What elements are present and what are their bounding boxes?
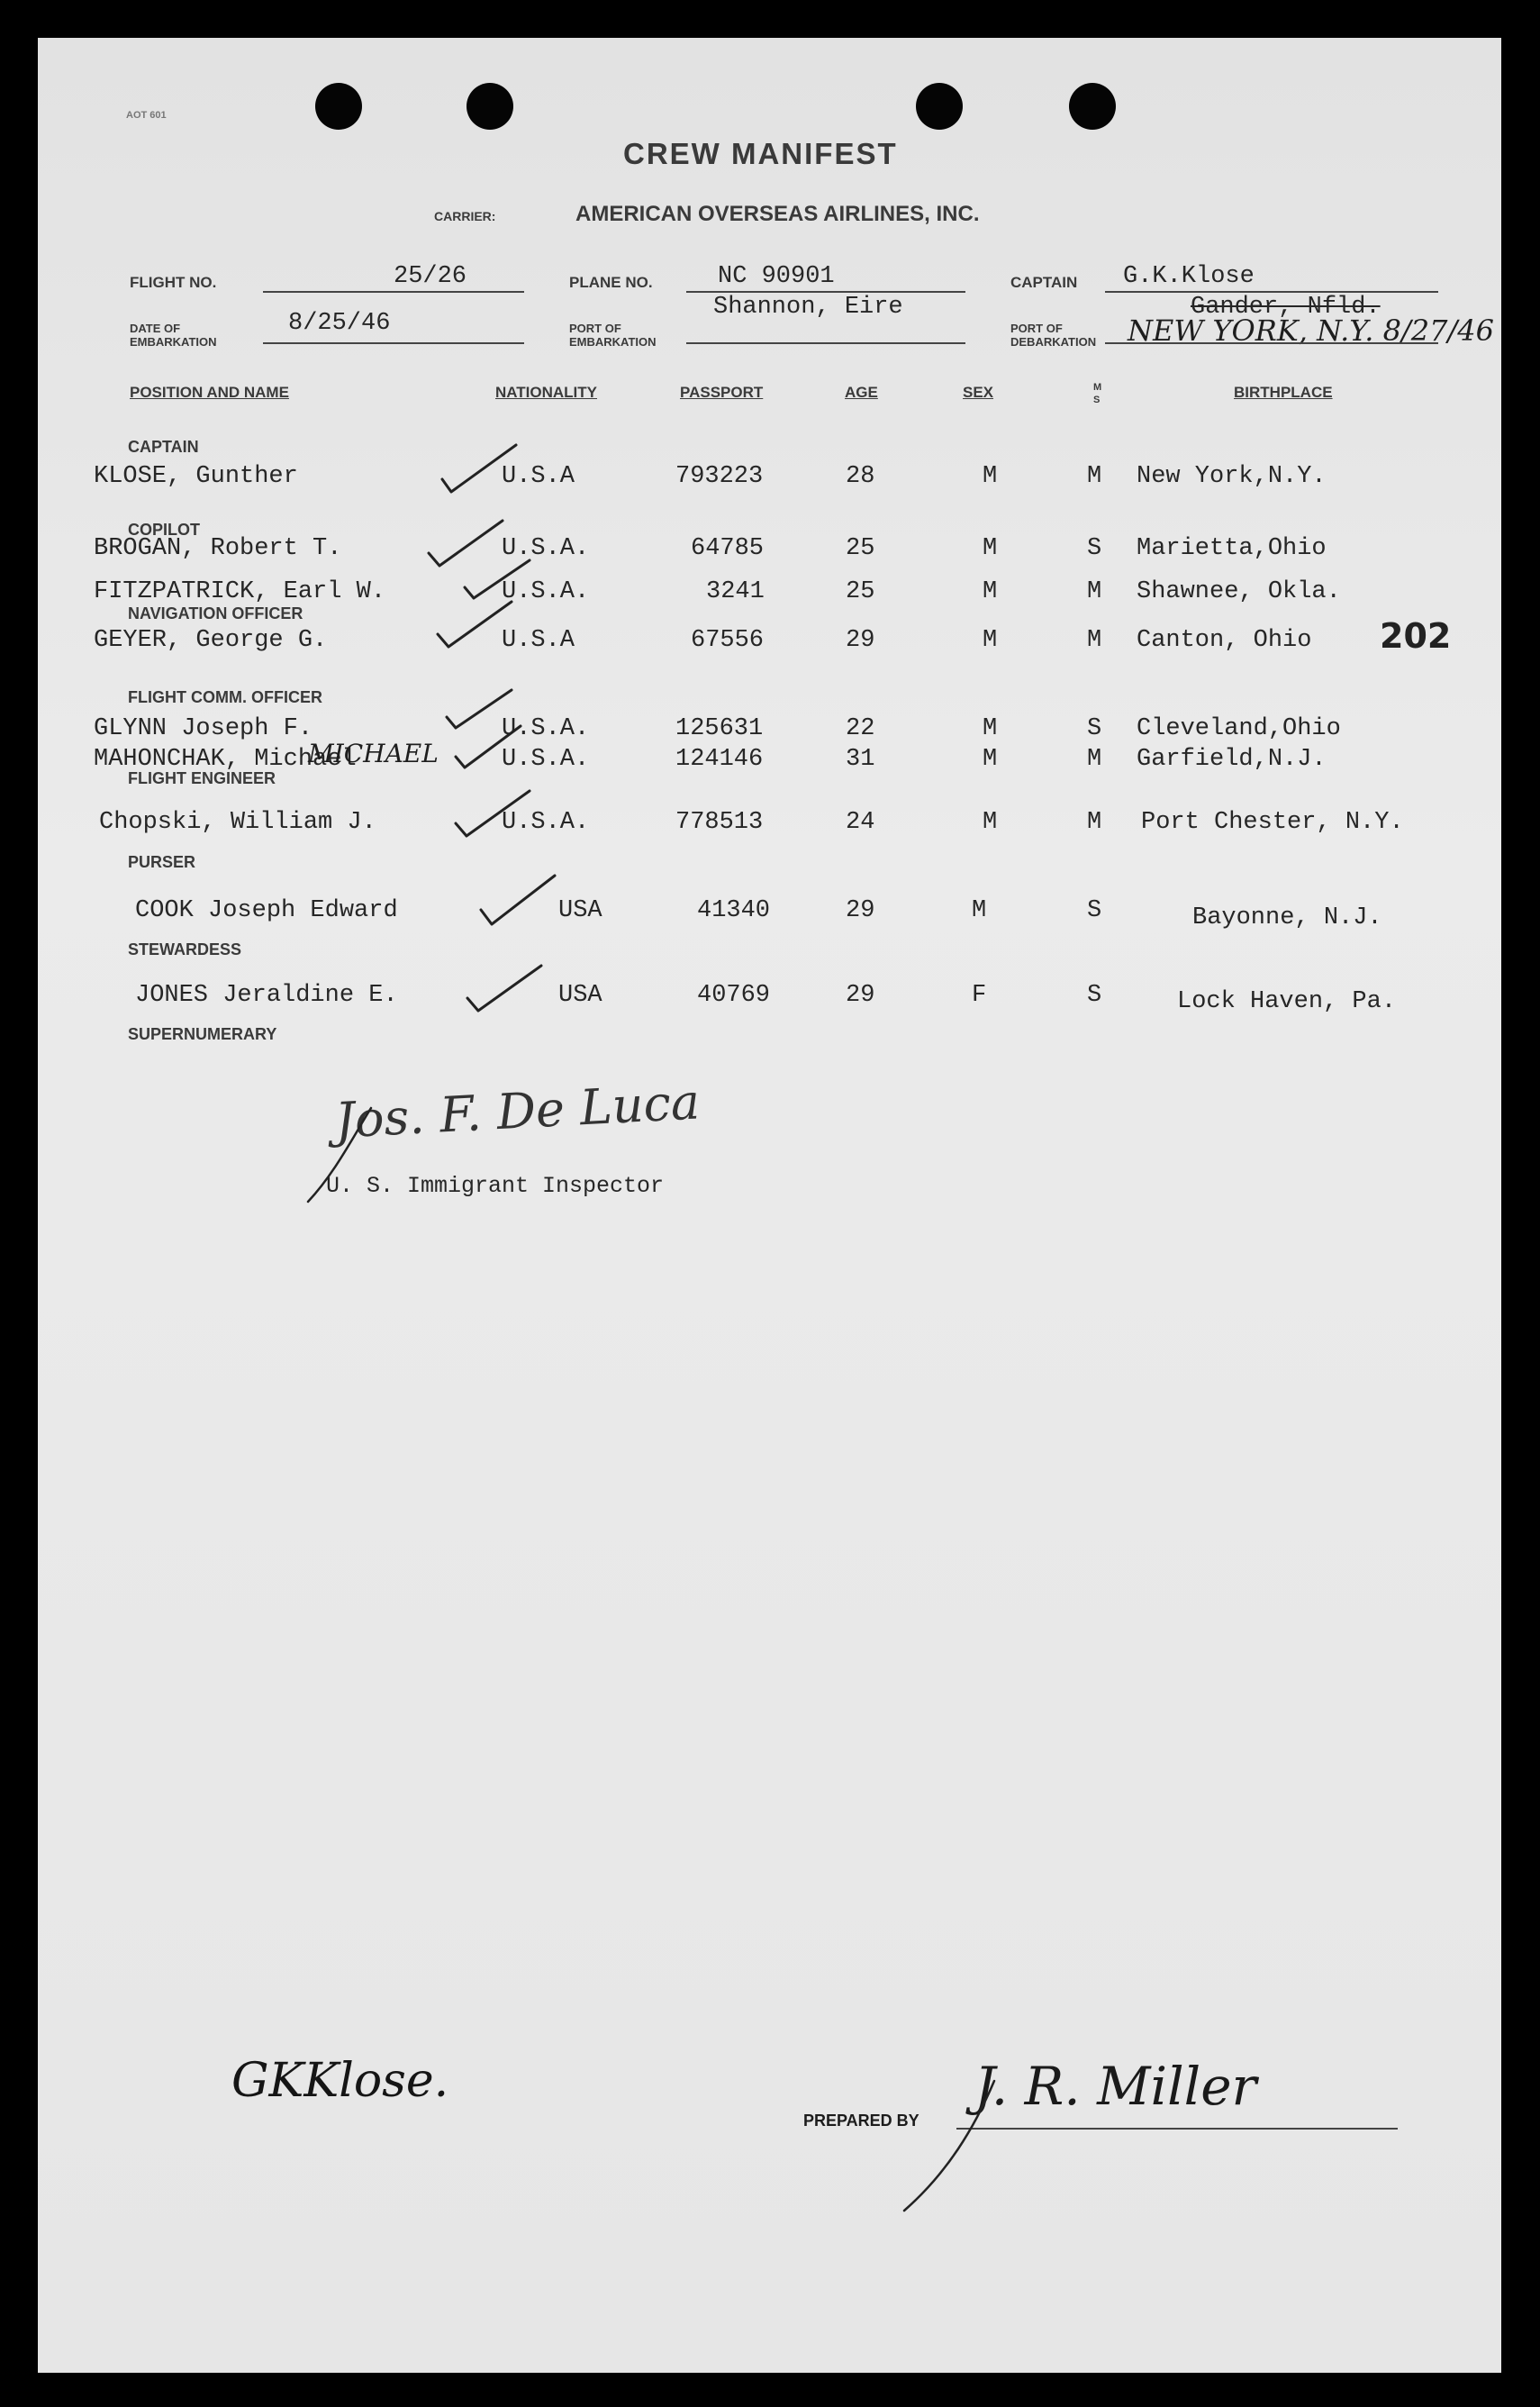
crew-name: BROGAN, Robert T. [94,535,342,562]
crew-passport: 793223 [675,463,764,490]
crew-sex: M [983,578,998,605]
col-header-sex: SEX [963,384,994,401]
category-navigation: NAVIGATION OFFICER [128,604,303,622]
crew-passport: 124146 [675,746,764,773]
handwritten-name-correction: MICHAEL [308,739,439,768]
checkmark-icon [434,596,515,650]
manifest-page [38,38,1501,2373]
crew-name: GEYER, George G. [94,627,328,654]
carrier-name: AMERICAN OVERSEAS AIRLINES, INC. [575,202,980,226]
inspector-signature: Jos. F. De Luca [333,1073,702,1149]
flight-number: 25/26 [394,263,467,290]
crew-marital: S [1087,982,1102,1009]
crew-birthplace: New York,N.Y. [1137,463,1327,490]
col-header-passport: PASSPORT [680,384,764,401]
crew-passport: 67556 [691,627,765,654]
category-captain: CAPTAIN [128,438,199,456]
crew-age: 22 [846,715,875,742]
category-purser: PURSER [128,853,196,871]
col-header-nationality: NATIONALITY [495,384,598,401]
crew-age: 24 [846,809,875,836]
crew-marital: S [1087,715,1102,742]
crew-sex: M [983,809,998,836]
crew-marital: M [1087,809,1102,836]
checkmark-icon [452,786,533,840]
page-number: 202 [1380,616,1452,656]
crew-nationality: U.S.A. [502,746,590,773]
date-label-2: EMBARKATION [130,335,217,349]
checkmark-icon [464,960,545,1014]
crew-name: FITZPATRICK, Earl W. [94,578,386,605]
crew-marital: S [1087,897,1102,924]
checkmark-icon [477,870,558,928]
crew-sex: M [983,715,998,742]
crew-birthplace: Cleveland,Ohio [1137,715,1341,742]
prepared-by-signature: J. R. Miller [974,2056,1257,2117]
port-deb-label-2: DEBARKATION [1010,335,1097,349]
port-deb-label-1: PORT OF [1010,322,1063,335]
port-emb-label-1: PORT OF [569,322,621,335]
category-stewardess: STEWARDESS [128,940,242,958]
captain-underline [1105,291,1438,293]
punch-hole [467,83,513,130]
checkmark-icon [452,722,524,772]
prepared-by-underline [956,2128,1398,2130]
punch-hole [315,83,362,130]
crew-marital: M [1087,578,1102,605]
prepared-by-signature-flourish [893,2074,1001,2218]
crew-marital: M [1087,463,1102,490]
crew-age: 28 [846,463,875,490]
carrier-label: CARRIER: [434,209,496,223]
port-debarkation-struck: Gander, Nfld. [1191,294,1381,321]
crew-age: 29 [846,897,875,924]
crew-marital: S [1087,535,1102,562]
crew-nationality: U.S.A. [502,535,590,562]
captain-signature: GKKlose. [231,2054,449,2108]
port-debarkation-handwritten: NEW YORK, N.Y. 8/27/46 [1128,313,1494,348]
prepared-by-label: PREPARED BY [803,2112,919,2130]
plane-underline [686,291,965,293]
plane-label: PLANE NO. [569,274,653,291]
col-header-position: POSITION AND NAME [130,384,289,401]
col-header-age: AGE [845,384,878,401]
crew-birthplace: Bayonne, N.J. [1192,904,1382,931]
crew-name: Chopski, William J. [99,809,376,836]
crew-passport: 778513 [675,809,764,836]
crew-nationality: U.S.A. [502,809,590,836]
flight-underline [263,291,524,293]
crew-passport: 3241 [706,578,765,605]
date-label-1: DATE OF [130,322,181,335]
punch-hole [1069,83,1116,130]
crew-birthplace: Shawnee, Okla. [1137,578,1341,605]
crew-nationality: USA [558,897,602,924]
crew-passport: 64785 [691,535,765,562]
crew-sex: M [983,746,998,773]
crew-sex: M [983,627,998,654]
flight-label: FLIGHT NO. [130,274,217,291]
crew-sex: M [983,535,998,562]
col-header-birthplace: BIRTHPLACE [1234,384,1333,401]
checkmark-icon [439,441,520,495]
date-underline [263,342,524,344]
crew-birthplace: Marietta,Ohio [1137,535,1327,562]
port-embarkation: Shannon, Eire [713,294,903,321]
category-comm: FLIGHT COMM. OFFICER [128,688,322,706]
crew-age: 25 [846,535,875,562]
crew-nationality: U.S.A. [502,578,590,605]
crew-name: COOK Joseph Edward [135,897,398,924]
crew-birthplace: Port Chester, N.Y. [1141,809,1404,836]
crew-nationality: U.S.A. [502,715,590,742]
crew-sex: M [972,897,987,924]
punch-hole [916,83,963,130]
crew-nationality: U.S.A [502,627,575,654]
col-header-ms-bottom: S [1093,395,1101,405]
plane-number: NC 90901 [718,263,835,290]
crew-age: 31 [846,746,875,773]
crew-nationality: U.S.A [502,463,575,490]
crew-sex: M [983,463,998,490]
crew-name: KLOSE, Gunther [94,463,298,490]
crew-birthplace: Lock Haven, Pa. [1177,988,1397,1015]
crew-age: 25 [846,578,875,605]
col-header-ms-top: M [1093,382,1102,393]
crew-sex: F [972,982,987,1009]
crew-age: 29 [846,627,875,654]
crew-passport: 41340 [697,897,771,924]
crew-passport: 40769 [697,982,771,1009]
crew-name: JONES Jeraldine E. [135,982,398,1009]
port-deb-underline [1105,342,1438,344]
crew-name: MAHONCHAK, Michael [94,746,357,773]
form-number: AOT 601 [126,110,167,121]
crew-passport: 125631 [675,715,764,742]
captain-label: CAPTAIN [1010,274,1078,291]
page-title: CREW MANIFEST [623,137,898,170]
crew-marital: M [1087,627,1102,654]
crew-age: 29 [846,982,875,1009]
crew-birthplace: Canton, Ohio [1137,627,1312,654]
crew-marital: M [1087,746,1102,773]
crew-birthplace: Garfield,N.J. [1137,746,1327,773]
category-copilot: COPILOT [128,521,200,539]
inspector-title: U. S. Immigrant Inspector [326,1173,665,1199]
checkmark-icon [461,557,533,602]
crew-name: GLYNN Joseph F. [94,715,313,742]
embarkation-date: 8/25/46 [288,310,391,337]
crew-nationality: USA [558,982,602,1009]
category-supernumerary: SUPERNUMERARY [128,1025,277,1043]
port-emb-underline [686,342,965,344]
category-engineer: FLIGHT ENGINEER [128,769,276,787]
port-emb-label-2: EMBARKATION [569,335,657,349]
captain-name: G.K.Klose [1123,263,1255,290]
